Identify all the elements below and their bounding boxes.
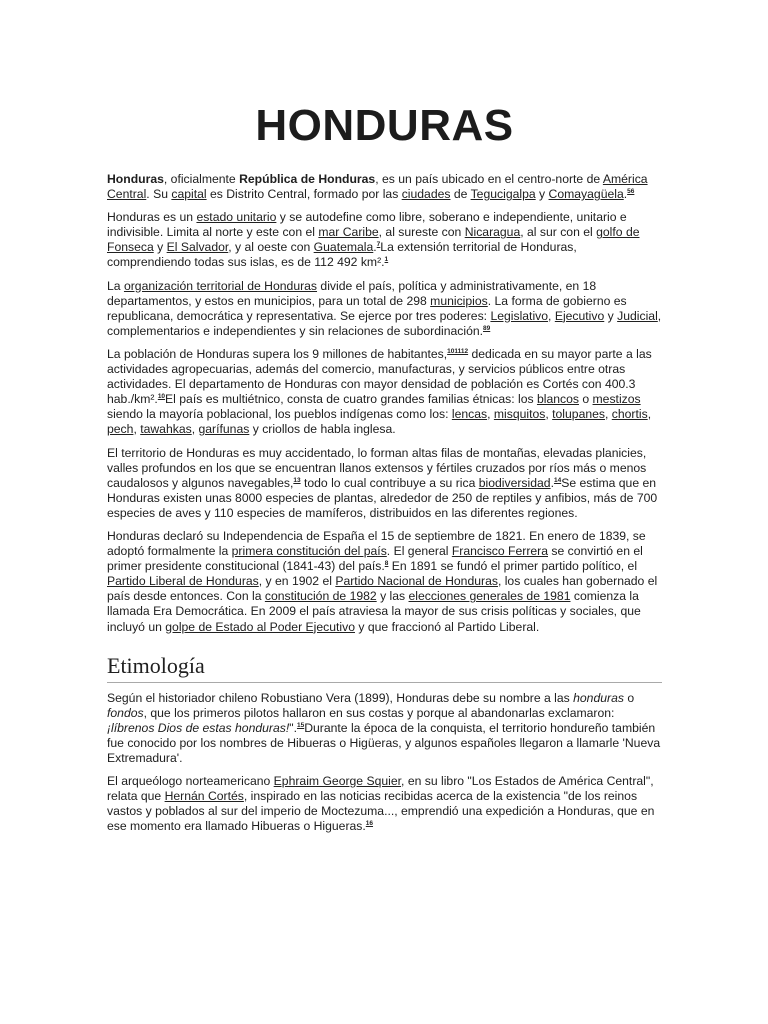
text-run: comienza la llamada Era Democrática. En 2009 el país atraviesa la mayor de sus crisis políticas y sociales, que incluyó un <box>107 589 641 634</box>
footnote-link[interactable]: 16 <box>365 820 374 828</box>
wiki-link[interactable]: blancos <box>536 392 579 407</box>
text-run: , al sureste con <box>378 225 465 240</box>
footnote-link[interactable]: 10 <box>157 393 166 401</box>
text-run: La <box>107 278 124 293</box>
wiki-link[interactable]: lencas <box>451 407 488 422</box>
italic-text: honduras <box>573 690 624 705</box>
wiki-link[interactable]: estado unitario <box>196 210 277 225</box>
body-paragraph <box>107 529 662 635</box>
text-run: y se autodefine como libre, soberano e independiente, unitario e indivisible. Limita al norte y este con el <box>107 210 627 240</box>
text-run: de <box>450 187 471 202</box>
page-title: HONDURAS <box>255 101 514 150</box>
text-run: El territorio de Honduras es muy accidentado, lo forman altas filas de montañas, elevadas planicies, valles profundos en los que se encuentran llanos extensos y fértiles cruzados por ríos más o menos caudalosos y algunos navegables, <box>107 445 647 490</box>
wiki-link[interactable]: biodiversidad <box>478 475 551 490</box>
body-paragraph <box>107 446 662 521</box>
text-run: dedicada en su mayor parte a las actividades agropecuarias, además del comercio, manufacturas, y servicios públicos entre otras actividades. El departamento de Honduras con mayor densidad de población es Cortés con 400.3 hab./km². <box>107 346 652 407</box>
footnote-ref <box>447 348 468 355</box>
wiki-link[interactable]: Tegucigalpa <box>470 187 536 202</box>
wiki-link[interactable]: Partido Liberal de Honduras <box>107 574 259 589</box>
intro-paragraph <box>107 172 662 202</box>
wiki-link[interactable]: Francisco Ferrera <box>451 544 549 559</box>
text-run: , y al oeste con <box>228 240 314 255</box>
text-run: , <box>487 407 494 422</box>
footnote-link[interactable]: 13 <box>293 476 301 484</box>
wiki-link[interactable]: chortis <box>611 407 648 422</box>
footnote-ref <box>293 477 300 484</box>
footnote-ref <box>483 325 490 332</box>
wiki-link[interactable]: tawahkas <box>140 422 192 437</box>
footnote-link[interactable]: 1 <box>384 256 389 264</box>
text-run: ". <box>289 720 297 735</box>
footnote-link[interactable]: 7 <box>376 241 381 249</box>
wiki-link[interactable]: Partido Nacional de Honduras <box>335 574 498 589</box>
footnote-link[interactable]: 89 <box>483 324 491 332</box>
text-run: La población de Honduras supera los 9 millones de habitantes, <box>107 346 448 361</box>
text-run: Durante la época de la conquista, el territorio hondureño también fue conocido por los nombres de Hibueras o Higüeras, y algunos españoles llegaron a llamarle 'Nueva Extremadura'. <box>107 720 661 765</box>
footnote-link[interactable]: 56 <box>627 188 635 196</box>
text-run: Según el historiador chileno Robustiano Vera (1899), Honduras debe su nombre a las <box>107 690 574 705</box>
text-run: , al sur con el <box>520 225 597 240</box>
text-run: y que fraccionó al Partido Liberal. <box>354 619 540 634</box>
wiki-link[interactable]: constitución de 1982 <box>264 589 377 604</box>
wiki-link[interactable]: ciudades <box>401 187 451 202</box>
wiki-link[interactable]: mar Caribe <box>318 225 379 240</box>
text-run: o <box>578 392 593 407</box>
italic-text: fondos <box>107 705 144 720</box>
text-run: o <box>623 690 635 705</box>
text-run: , <box>133 422 141 437</box>
text-run: . <box>550 475 554 490</box>
etimologia-paragraph <box>107 774 662 834</box>
wiki-link[interactable]: tolupanes <box>552 407 605 422</box>
footnote-link[interactable]: 8 <box>384 560 389 568</box>
section-heading-etimologia: Etimología <box>107 653 662 683</box>
text-run: y <box>153 240 167 255</box>
text-run: y las <box>376 589 409 604</box>
text-run: . Su <box>146 187 172 202</box>
document-page <box>107 96 662 842</box>
text-run: se convirtió en el primer presidente constitucional (1841-43) del país. <box>107 544 643 574</box>
wiki-link[interactable]: Guatemala <box>313 240 374 255</box>
footnote-link[interactable]: 14 <box>553 476 562 484</box>
text-run: , <box>548 308 555 323</box>
text-run: y criollos de habla inglesa. <box>249 422 396 437</box>
text-run: , <box>191 422 199 437</box>
text-run: , que los primeros pilotos hallaron en sus costas y porque al abandonarlas exclamaron: <box>143 705 615 720</box>
wiki-link[interactable]: Judicial <box>617 308 658 323</box>
text-run: , complementarios e independientes y sin relaciones de subordinación. <box>107 308 662 338</box>
text-run: y <box>535 187 549 202</box>
text-run: En 1891 se fundó el primer partido político, el <box>388 559 638 574</box>
text-run: , es un país ubicado en el centro-norte de <box>375 172 603 186</box>
footnote-ref <box>627 188 634 195</box>
wiki-link[interactable]: América Central <box>107 172 648 202</box>
text-run: Honduras es un <box>107 210 197 225</box>
text-run: El país es multiétnico, consta de cuatro grandes familias étnicas: los <box>165 392 537 407</box>
body-paragraph <box>107 279 662 339</box>
footnote-link[interactable]: 101112 <box>447 347 469 355</box>
text-run: , los cuales han gobernado el país desde entonces. Con la <box>107 574 658 604</box>
footnote-link[interactable]: 15 <box>296 721 305 729</box>
footnote-ref <box>385 256 389 263</box>
text-run: y <box>604 308 618 323</box>
body-paragraph <box>107 347 662 438</box>
footnote-ref <box>366 820 373 827</box>
wiki-link[interactable]: Legislativo <box>490 308 549 323</box>
wiki-link[interactable]: El Salvador <box>166 240 229 255</box>
section-paragraphs <box>107 691 662 835</box>
text-run: Honduras declaró su Independencia de España el 15 de septiembre de 1821. En enero de 1839, se adoptó formalmente la <box>107 528 646 559</box>
wiki-link[interactable]: Ejecutivo <box>554 308 605 323</box>
body-paragraphs <box>107 210 662 634</box>
wiki-link[interactable]: municipios <box>430 293 488 308</box>
text-run: divide el país, política y administrativamente, en 18 departamentos, y estos en municipios, para un total de 298 <box>107 278 597 308</box>
wiki-link[interactable]: Hernán Cortés <box>164 789 244 804</box>
text-run: El arqueólogo norteamericano <box>107 774 274 789</box>
bold-term: República de Honduras <box>239 172 376 186</box>
text-run: . El general <box>386 544 452 559</box>
wiki-link[interactable]: primera constitución del país <box>231 544 387 559</box>
text-run: Se estima que en Honduras existen unas 8000 especies de plantas, alrededor de 250 de reptiles y anfibios, más de 700 especies de aves y 110 especies de mamíferos, distribuidos en las diferentes regiones. <box>107 475 658 520</box>
wiki-link[interactable]: misquitos <box>493 407 546 422</box>
text-run: todo lo cual contribuye a su rica <box>300 475 479 490</box>
text-run: es Distrito Central, formado por las <box>206 187 402 202</box>
text-run: . La forma de gobierno es republicana, democrática y representativa. Se ejerce por tres poderes: <box>107 293 627 323</box>
wiki-link[interactable]: pech <box>107 422 134 437</box>
wiki-link[interactable]: capital <box>171 187 207 202</box>
wiki-link[interactable]: golpe de Estado al Poder Ejecutivo <box>165 619 355 634</box>
text-run: siendo la mayoría poblacional, los pueblos indígenas como los: <box>107 407 452 422</box>
text-run: , y en 1902 el <box>258 574 336 589</box>
bold-term: Honduras <box>107 172 164 186</box>
wiki-link[interactable]: mestizos <box>592 392 641 407</box>
wiki-link[interactable]: garífunas <box>198 422 250 437</box>
etimologia-paragraph <box>107 691 662 766</box>
text-run: . <box>623 187 628 202</box>
footnote-ref <box>158 393 165 400</box>
wiki-link[interactable]: organización territorial de Honduras <box>123 278 318 293</box>
text-run: , inspirado en las noticias recibidas acerca de la existencia "de los reinos vastos y poblados al sur del imperio de Moctezuma..., emprendió una expedición a Honduras, que en ese momento era llamado Hibueras o Higueras. <box>107 789 655 834</box>
text-run: , <box>605 407 612 422</box>
wiki-link[interactable]: Ephraim George Squier <box>273 774 402 789</box>
italic-text: ¡líbrenos Dios de estas honduras! <box>107 720 290 735</box>
text-run: , oficialmente <box>163 172 240 186</box>
text-run: La extensión territorial de Honduras, comprendiendo todas sus islas, es de 112 492 km². <box>107 240 577 270</box>
body-paragraph <box>107 210 662 270</box>
text-run: , <box>545 407 553 422</box>
text-run: . <box>373 240 377 255</box>
wiki-link[interactable]: elecciones generales de 1981 <box>408 589 571 604</box>
text-run: , <box>647 407 652 422</box>
wiki-link[interactable]: Nicaragua <box>464 225 521 240</box>
wiki-link[interactable]: Comayagüela <box>548 187 624 202</box>
wiki-link[interactable]: golfo de Fonseca <box>107 225 640 255</box>
text-run: , en su libro "Los Estados de América Central", relata que <box>107 774 654 804</box>
